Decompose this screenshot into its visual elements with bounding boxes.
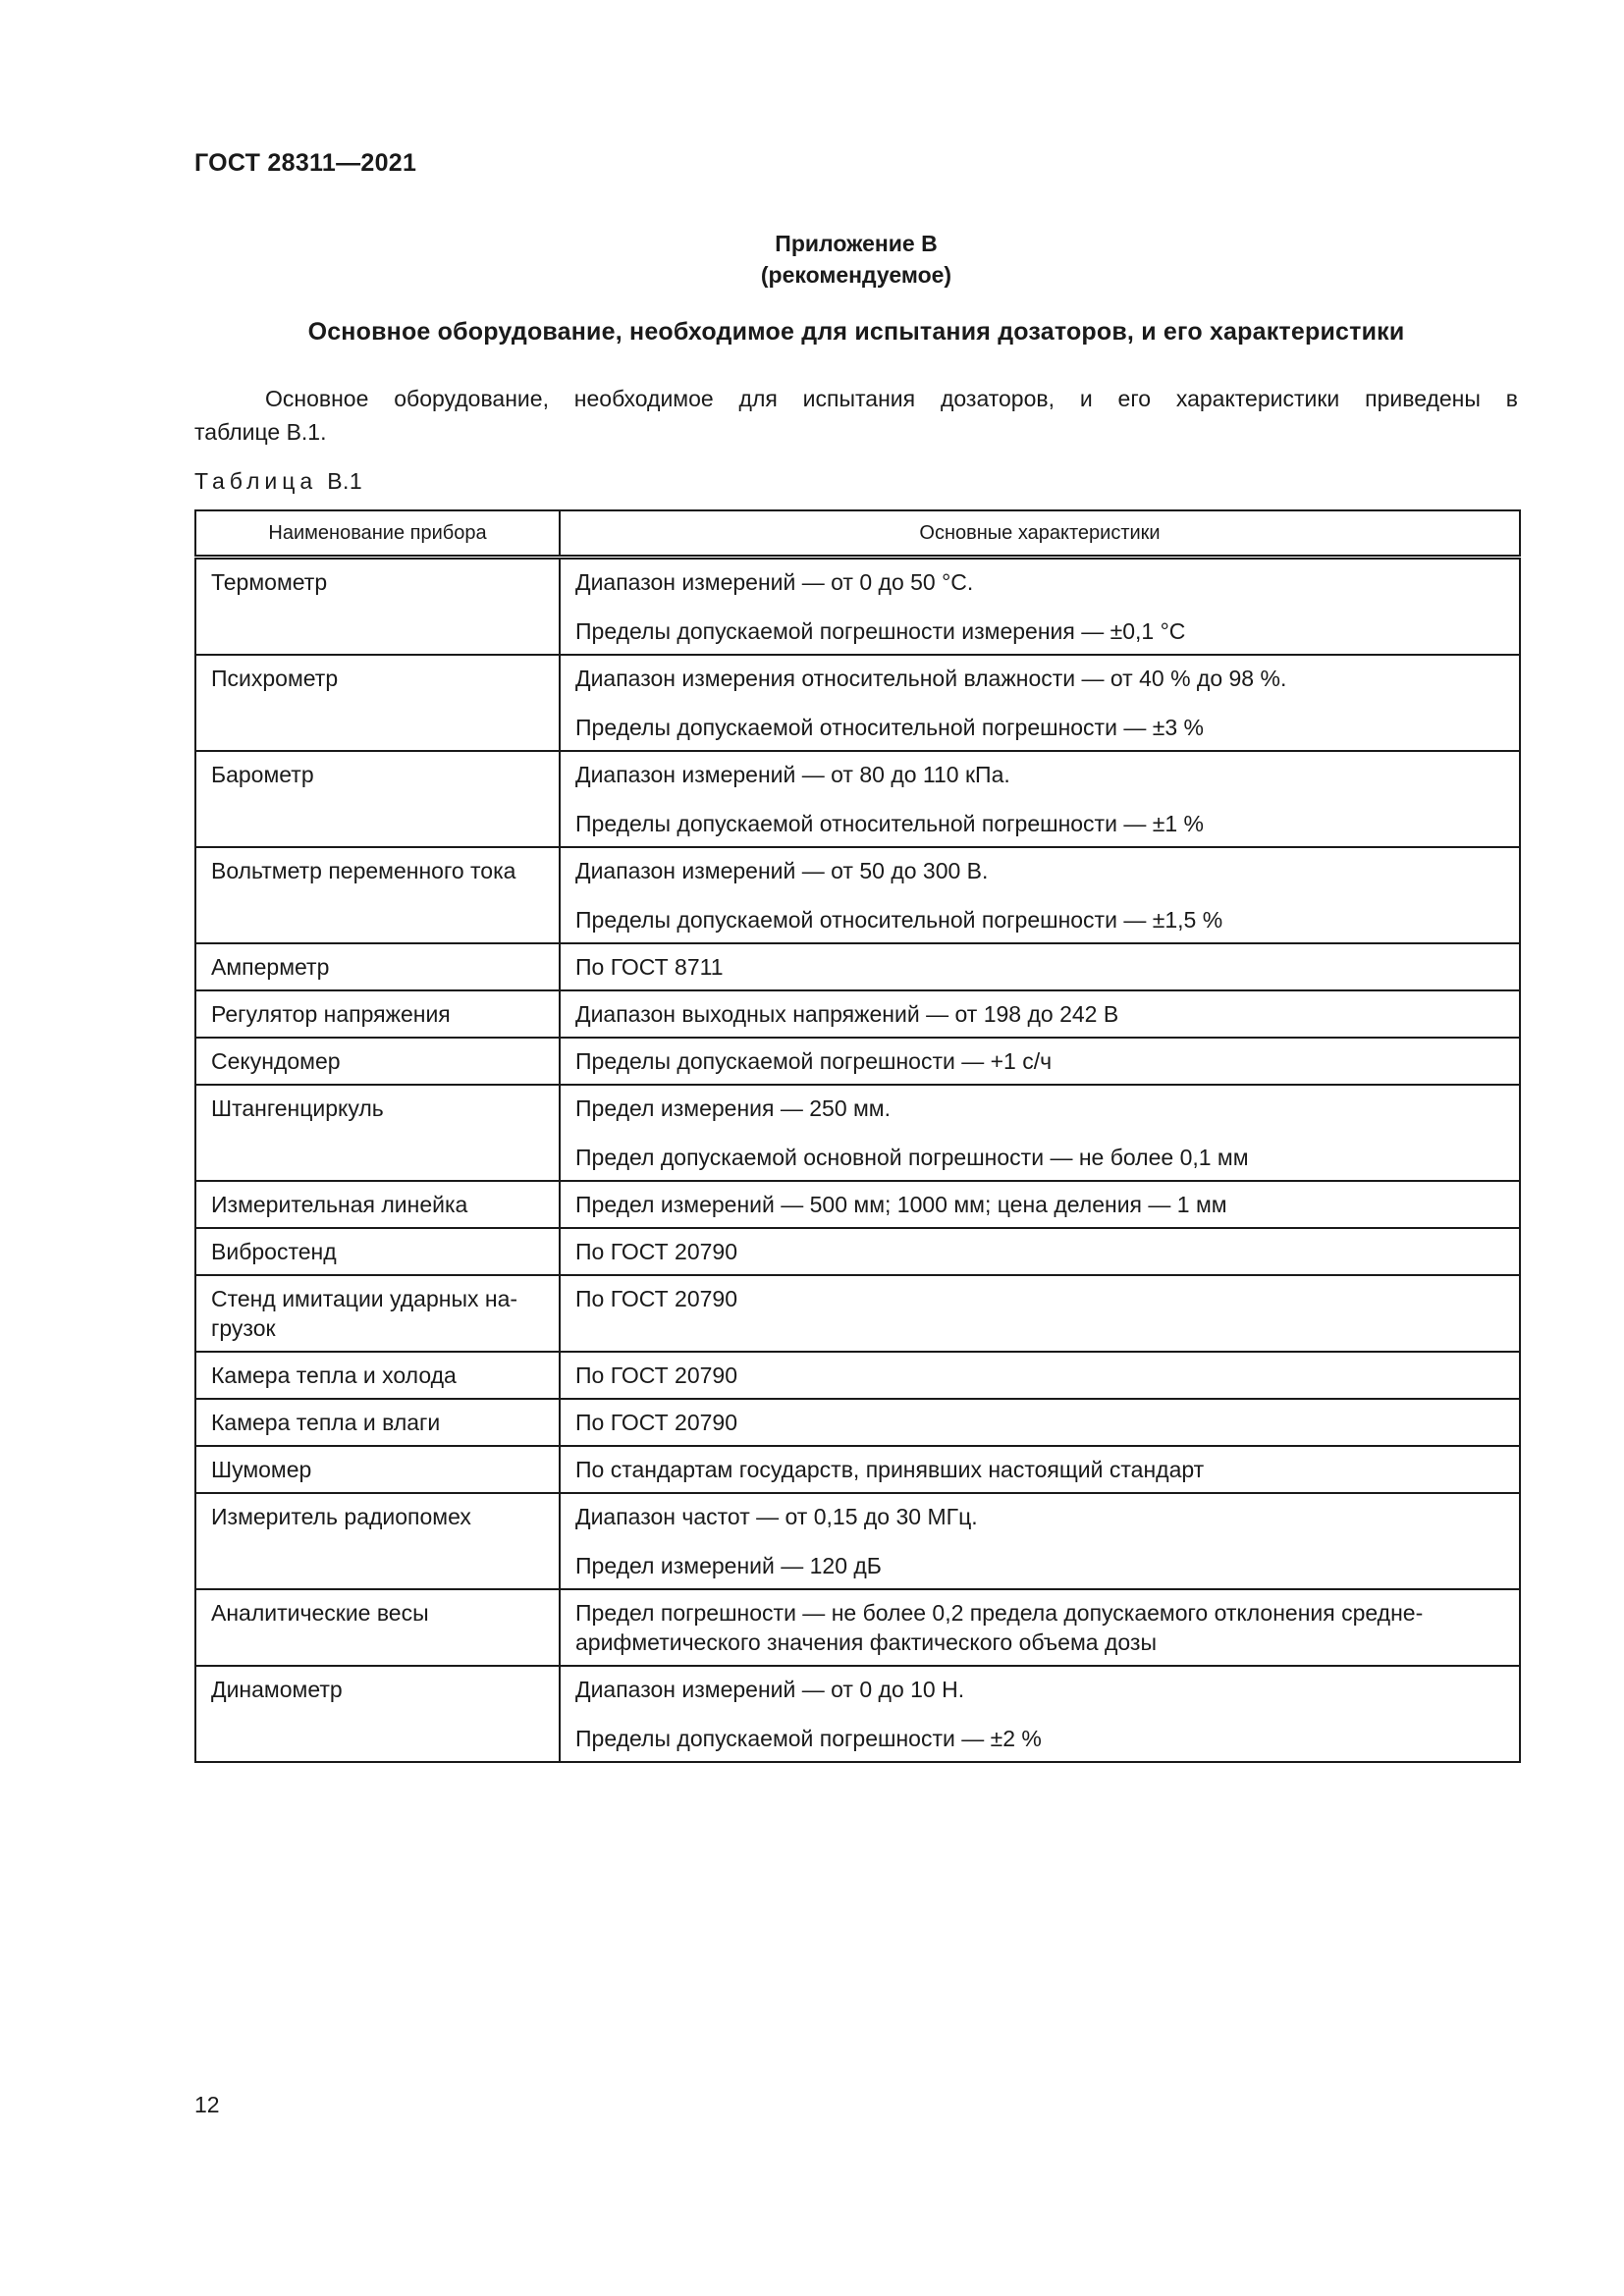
- table-row: [195, 655, 1520, 751]
- characteristic-line: По ГОСТ 20790: [575, 1362, 738, 1388]
- table-caption-number: В.1: [327, 468, 363, 494]
- table-row: [195, 1181, 1520, 1228]
- characteristic-line: По ГОСТ 20790: [575, 1239, 738, 1264]
- characteristic-line: Пределы допускаемой относительной погрешности — ±1,5 %: [575, 907, 1223, 933]
- characteristics-cell: [560, 847, 1520, 943]
- table-header-row: [195, 510, 1520, 558]
- column-header-device: Наименование прибора: [195, 510, 560, 558]
- annex-heading: [194, 228, 1518, 291]
- characteristic-line: Диапазон измерений — от 80 до 110 кПа.: [575, 762, 1010, 787]
- column-header-characteristics: Основные характеристики: [560, 510, 1520, 558]
- characteristics-cell: [560, 655, 1520, 751]
- characteristic-line: По ГОСТ 8711: [575, 954, 724, 980]
- device-name-cell: Аналитические весы: [195, 1589, 560, 1666]
- table-row: [195, 943, 1520, 990]
- characteristics-cell: [560, 1228, 1520, 1275]
- characteristic-line: Предел допускаемой основной погрешности — не более 0,1 мм: [575, 1145, 1249, 1170]
- device-name-cell: Вольтметр переменного тока: [195, 847, 560, 943]
- characteristic-line: Диапазон частот — от 0,15 до 30 МГц.: [575, 1504, 978, 1529]
- characteristic-line: Диапазон измерений — от 0 до 10 Н.: [575, 1677, 965, 1702]
- device-name-cell: Шумомер: [195, 1446, 560, 1493]
- characteristic-line: Диапазон измерений — от 50 до 300 В.: [575, 858, 989, 883]
- page-number: 12: [194, 2092, 220, 2117]
- table-row: [195, 1038, 1520, 1085]
- characteristic-line: Пределы допускаемой относительной погрешности — ±1 %: [575, 811, 1204, 836]
- characteristics-cell: [560, 1493, 1520, 1589]
- table-row: [195, 1446, 1520, 1493]
- characteristics-cell: [560, 990, 1520, 1038]
- table-row: [195, 990, 1520, 1038]
- table-row: [195, 1493, 1520, 1589]
- characteristic-line: По ГОСТ 20790: [575, 1286, 738, 1311]
- intro-line-1: Основное оборудование, необходимое для испытания дозаторов, и его характеристики приведены в: [265, 386, 1518, 411]
- intro-paragraph: [194, 382, 1518, 449]
- characteristics-cell: [560, 1352, 1520, 1399]
- table-body: [195, 558, 1520, 1763]
- characteristics-cell: [560, 1589, 1520, 1666]
- device-name-cell: Камера тепла и влаги: [195, 1399, 560, 1446]
- characteristics-cell: [560, 1181, 1520, 1228]
- annex-status: (рекомендуемое): [760, 262, 952, 288]
- device-name-cell: Стенд имитации ударных на-грузок: [195, 1275, 560, 1352]
- characteristics-cell: [560, 1275, 1520, 1352]
- device-name-cell: Термометр: [195, 558, 560, 656]
- device-name-cell: Штангенциркуль: [195, 1085, 560, 1181]
- characteristic-line: Предел погрешности — не более 0,2 предела допускаемого отклонения средне-арифметического значения фактического объема дозы: [575, 1600, 1424, 1655]
- characteristic-line: Диапазон измерений — от 0 до 50 °С.: [575, 569, 974, 595]
- characteristic-line: Пределы допускаемой относительной погрешности — ±3 %: [575, 715, 1204, 740]
- device-name-cell: Динамометр: [195, 1666, 560, 1762]
- table-row: [195, 751, 1520, 847]
- characteristics-cell: [560, 1666, 1520, 1762]
- characteristic-line: Предел измерений — 500 мм; 1000 мм; цена деления — 1 мм: [575, 1192, 1227, 1217]
- table-row: [195, 1228, 1520, 1275]
- characteristic-line: По стандартам государств, принявших настоящий стандарт: [575, 1457, 1205, 1482]
- characteristic-line: Предел измерений — 120 дБ: [575, 1553, 882, 1578]
- characteristics-cell: [560, 1446, 1520, 1493]
- table-row: [195, 558, 1520, 656]
- characteristics-cell: [560, 751, 1520, 847]
- characteristics-cell: [560, 1399, 1520, 1446]
- device-name-cell: Вибростенд: [195, 1228, 560, 1275]
- device-name-cell: Амперметр: [195, 943, 560, 990]
- section-title: Основное оборудование, необходимое для испытания дозаторов, и его характеристики: [307, 318, 1405, 346]
- table-caption: [194, 468, 362, 495]
- intro-line-2: таблице В.1.: [194, 419, 327, 445]
- table-row: [195, 1085, 1520, 1181]
- device-name-cell: Психрометр: [195, 655, 560, 751]
- equipment-table: [194, 509, 1521, 1763]
- table-row: [195, 1399, 1520, 1446]
- device-name-cell: Измеритель радиопомех: [195, 1493, 560, 1589]
- characteristics-cell: [560, 943, 1520, 990]
- characteristic-line: Пределы допускаемой погрешности — ±2 %: [575, 1726, 1042, 1751]
- table-row: [195, 847, 1520, 943]
- document-code: ГОСТ 28311—2021: [194, 149, 417, 177]
- characteristics-cell: [560, 558, 1520, 656]
- device-name-cell: Измерительная линейка: [195, 1181, 560, 1228]
- device-name-cell: Секундомер: [195, 1038, 560, 1085]
- characteristic-line: Предел измерения — 250 мм.: [575, 1095, 892, 1121]
- characteristic-line: Диапазон выходных напряжений — от 198 до 242 В: [575, 1001, 1119, 1027]
- characteristic-line: По ГОСТ 20790: [575, 1410, 738, 1435]
- table-row: [195, 1666, 1520, 1762]
- table-caption-label: Таблица: [194, 468, 318, 494]
- device-name-cell: Регулятор напряжения: [195, 990, 560, 1038]
- table-row: [195, 1275, 1520, 1352]
- characteristic-line: Диапазон измерения относительной влажности — от 40 % до 98 %.: [575, 666, 1287, 691]
- table-row: [195, 1352, 1520, 1399]
- characteristic-line: Пределы допускаемой погрешности — +1 с/ч: [575, 1048, 1053, 1074]
- characteristics-cell: [560, 1085, 1520, 1181]
- characteristics-cell: [560, 1038, 1520, 1085]
- annex-title: Приложение В: [775, 231, 938, 256]
- device-name-cell: Барометр: [195, 751, 560, 847]
- device-name-cell: Камера тепла и холода: [195, 1352, 560, 1399]
- table-row: [195, 1589, 1520, 1666]
- characteristic-line: Пределы допускаемой погрешности измерения — ±0,1 °С: [575, 618, 1186, 644]
